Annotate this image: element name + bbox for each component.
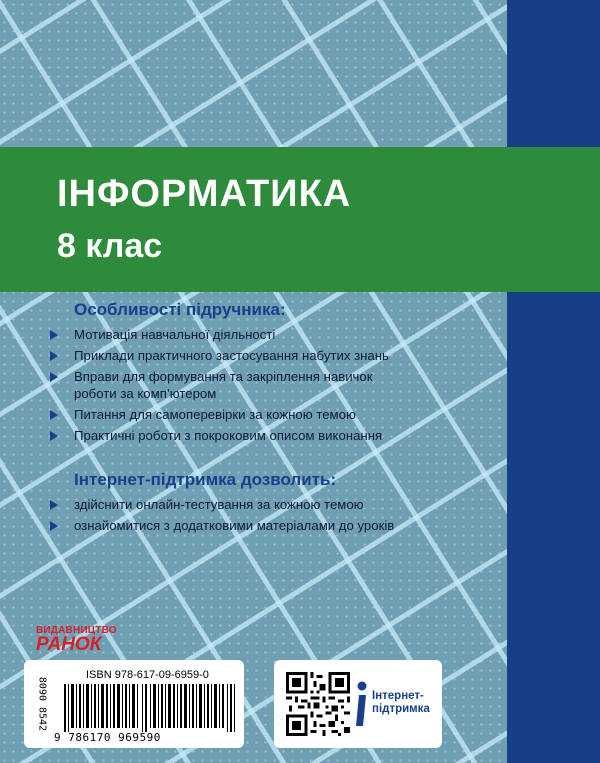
- list-item: Приклади практичного застосування набутих знань: [38, 347, 508, 364]
- bullet-arrow-icon: [50, 500, 58, 510]
- features-section: [38, 300, 508, 448]
- bullet-arrow-icon: [50, 351, 58, 361]
- bullet-arrow-icon: [50, 521, 58, 531]
- bullet-arrow-icon: [50, 431, 58, 441]
- list-item: ознайомитися з додатковими матеріалами до уроків: [38, 517, 508, 534]
- internet-support-list: [38, 496, 508, 534]
- barcode-panel: [24, 660, 244, 748]
- internet-support-heading: Інтернет-підтримка дозволить:: [74, 470, 337, 489]
- barcode-side-code: 8090 8542: [36, 676, 48, 732]
- barcode-icon: [64, 684, 236, 732]
- book-grade: 8 клас: [57, 227, 163, 265]
- barcode-digits: 9 786170 969590: [54, 731, 161, 744]
- qr-panel: [274, 660, 442, 748]
- list-item: здійснити онлайн-тестування за кожною темою: [38, 496, 508, 513]
- bullet-arrow-icon: [50, 410, 58, 420]
- publisher-logo: [36, 625, 117, 654]
- publisher-label: ВИДАВНИЦТВО: [36, 625, 117, 636]
- publisher-name: РАНОК: [36, 634, 102, 655]
- qr-code-icon: [286, 672, 350, 736]
- list-item: Мотивація навчальної діяльності: [38, 326, 508, 343]
- internet-support-label: Інтернет- підтримка: [372, 690, 430, 715]
- list-item: Питання для самоперевірки за кожною темою: [38, 406, 508, 423]
- cover-spine-stripe: [507, 0, 600, 763]
- internet-support-section: [38, 470, 508, 538]
- bullet-arrow-icon: [50, 372, 58, 382]
- title-band: [0, 147, 600, 292]
- info-i-icon: [354, 680, 368, 728]
- features-heading: Особливості підручника:: [74, 300, 286, 319]
- book-title: ІНФОРМАТИКА: [57, 173, 352, 215]
- features-list: [38, 326, 508, 444]
- bullet-arrow-icon: [50, 330, 58, 340]
- list-item: Вправи для формування та закріплення навичок роботи за комп’ютером: [38, 368, 404, 402]
- isbn-text: ISBN 978-617-09-6959-0: [86, 669, 209, 681]
- list-item: Практичні роботи з покроковим описом виконання: [38, 427, 508, 444]
